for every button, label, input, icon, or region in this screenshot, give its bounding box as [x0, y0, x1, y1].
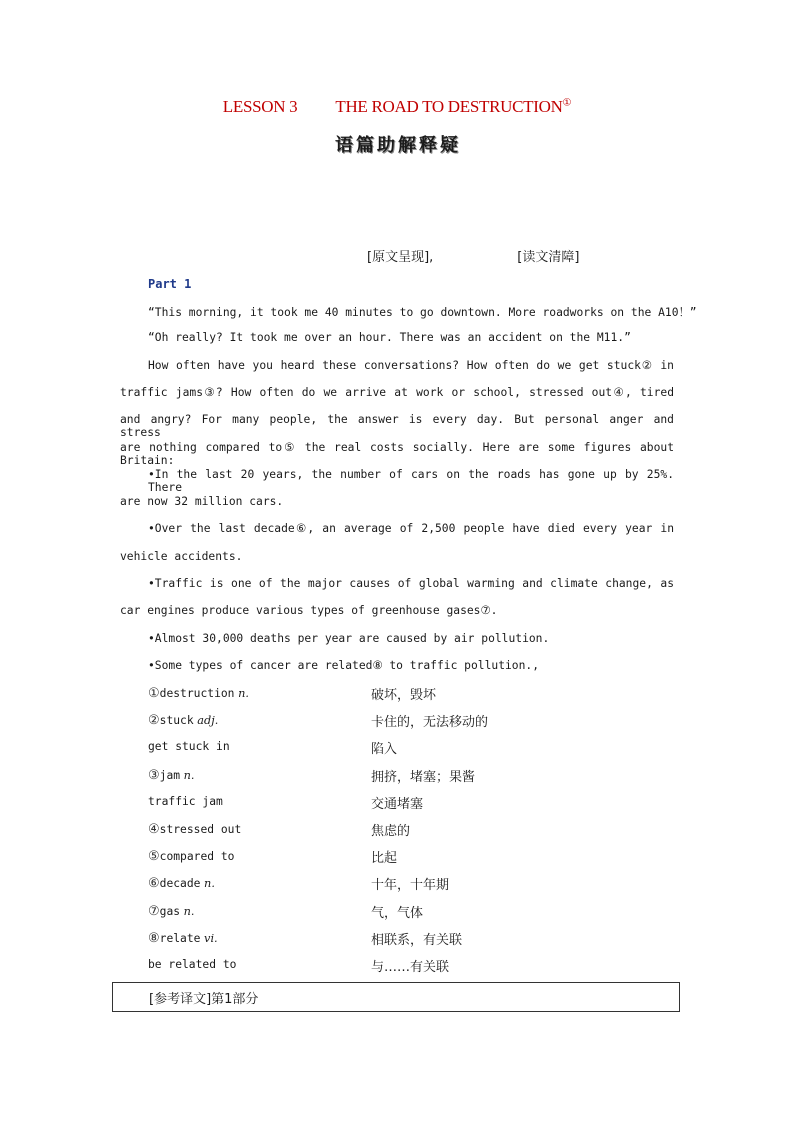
vocab-word: be related to	[148, 958, 237, 971]
vocab-number: ①	[148, 686, 160, 701]
passage-line: are now 32 million cars.	[120, 495, 284, 509]
vocab-word: decade	[159, 877, 201, 891]
vocab-translation: 陷入	[371, 742, 398, 758]
vocab-part-of-speech: vi.	[200, 931, 218, 945]
vocab-entry	[148, 931, 218, 946]
subtitle-char: 疑	[440, 135, 459, 156]
vocab-entry	[148, 768, 195, 783]
vocab-translation: 十年，十年期	[371, 878, 450, 894]
subtitle-char: 助	[377, 135, 396, 156]
passage-line: are nothing compared to⑤ the real costs socially. Here are some figures about Britain:	[120, 440, 674, 467]
reference-translation-label: [参考译文]第1部分	[149, 992, 259, 1007]
vocab-translation: 相联系，有关联	[371, 932, 463, 948]
vocab-translation: 破坏，毁坏	[371, 688, 437, 703]
vocab-part-of-speech: adj.	[193, 714, 219, 728]
vocab-entry	[148, 740, 230, 753]
passage-line: •Some types of cancer are related⑧ to traffic pollution.,	[148, 658, 540, 672]
passage-line: •In the last 20 years, the number of cars on the roads has gone up by 25%. There	[148, 467, 674, 494]
vocab-number: ⑤	[148, 849, 160, 865]
vocab-entry	[148, 795, 223, 808]
section-subtitle	[0, 131, 794, 157]
vocab-number: ⑥	[148, 876, 160, 892]
vocab-number: ②	[148, 713, 160, 729]
vocab-word: relate	[159, 931, 201, 945]
notes-header: [读文清障]	[517, 250, 580, 265]
vocab-part-of-speech: n.	[180, 768, 195, 782]
lesson-number: LESSON 3	[222, 97, 298, 116]
vocab-number: ④	[148, 822, 160, 837]
vocab-entry	[148, 876, 215, 891]
passage-line: vehicle accidents.	[120, 549, 243, 563]
vocab-word: traffic jam	[148, 794, 223, 808]
vocab-translation: 卡住的，无法移动的	[371, 715, 489, 731]
vocab-word: stressed out	[159, 823, 242, 836]
passage-line: and angry? For many people, the answer is every day. But personal anger and stress	[120, 413, 674, 440]
subtitle-char: 释	[419, 135, 438, 156]
subtitle-char: 解	[398, 135, 417, 156]
vocab-part-of-speech: n.	[180, 904, 195, 918]
lesson-title	[0, 97, 794, 117]
vocab-entry	[148, 904, 195, 919]
passage-line: •Over the last decade⑥, an average of 2,500 people have died every year in	[148, 522, 674, 536]
vocab-translation: 拥挤，堵塞；果酱	[371, 769, 476, 785]
vocab-entry	[148, 686, 249, 701]
passage-line: •Traffic is one of the major causes of global warming and climate change, as	[148, 577, 674, 590]
vocab-word: destruction	[159, 687, 235, 700]
vocab-word: jam	[159, 768, 181, 782]
vocab-entry	[148, 849, 234, 864]
vocab-number: ③	[148, 767, 160, 783]
vocab-entry	[148, 958, 236, 971]
passage-line: “This morning, it took me 40 minutes to go downtown. More roadworks on the A10！”	[148, 306, 697, 319]
vocab-number: ⑧	[148, 930, 160, 946]
vocab-translation: 比起	[371, 851, 398, 867]
vocab-word: gas	[159, 904, 181, 918]
reference-translation-box	[112, 982, 680, 1012]
subtitle-char: 语	[335, 135, 354, 156]
lesson-name: THE ROAD TO DESTRUCTION	[335, 97, 563, 116]
passage-line: car engines produce various types of greenhouse gases⑦.	[120, 604, 498, 618]
vocab-translation: 与……有关联	[371, 960, 450, 975]
vocab-translation: 交通堵塞	[371, 796, 424, 812]
passage-line: “Oh really? It took me over an hour. There was an accident on the M11.”	[148, 331, 631, 345]
part-label: Part 1	[148, 277, 192, 291]
vocab-word: compared to	[159, 850, 235, 864]
subtitle-char: 篇	[356, 135, 375, 156]
vocab-entry	[148, 822, 241, 837]
passage-line: •Almost 30,000 deaths per year are caused by air pollution.	[148, 631, 550, 645]
vocab-number: ⑦	[148, 903, 160, 919]
column-headers	[367, 246, 579, 265]
vocab-word: get stuck in	[148, 740, 230, 754]
footnote-mark: ①	[562, 97, 572, 109]
original-text-header: [原文呈现],	[367, 250, 434, 265]
vocab-translation: 焦虑的	[371, 824, 411, 839]
vocab-word: stuck	[159, 714, 194, 728]
vocab-part-of-speech: n.	[200, 877, 215, 891]
passage-line: How often have you heard these conversations? How often do we get stuck② in	[148, 358, 674, 372]
vocab-entry	[148, 713, 218, 728]
vocab-part-of-speech: n.	[234, 687, 249, 700]
vocab-translation: 气，气体	[371, 905, 424, 921]
passage-line: traffic jams③? How often do we arrive at work or school, stressed out④, tired	[120, 385, 674, 399]
